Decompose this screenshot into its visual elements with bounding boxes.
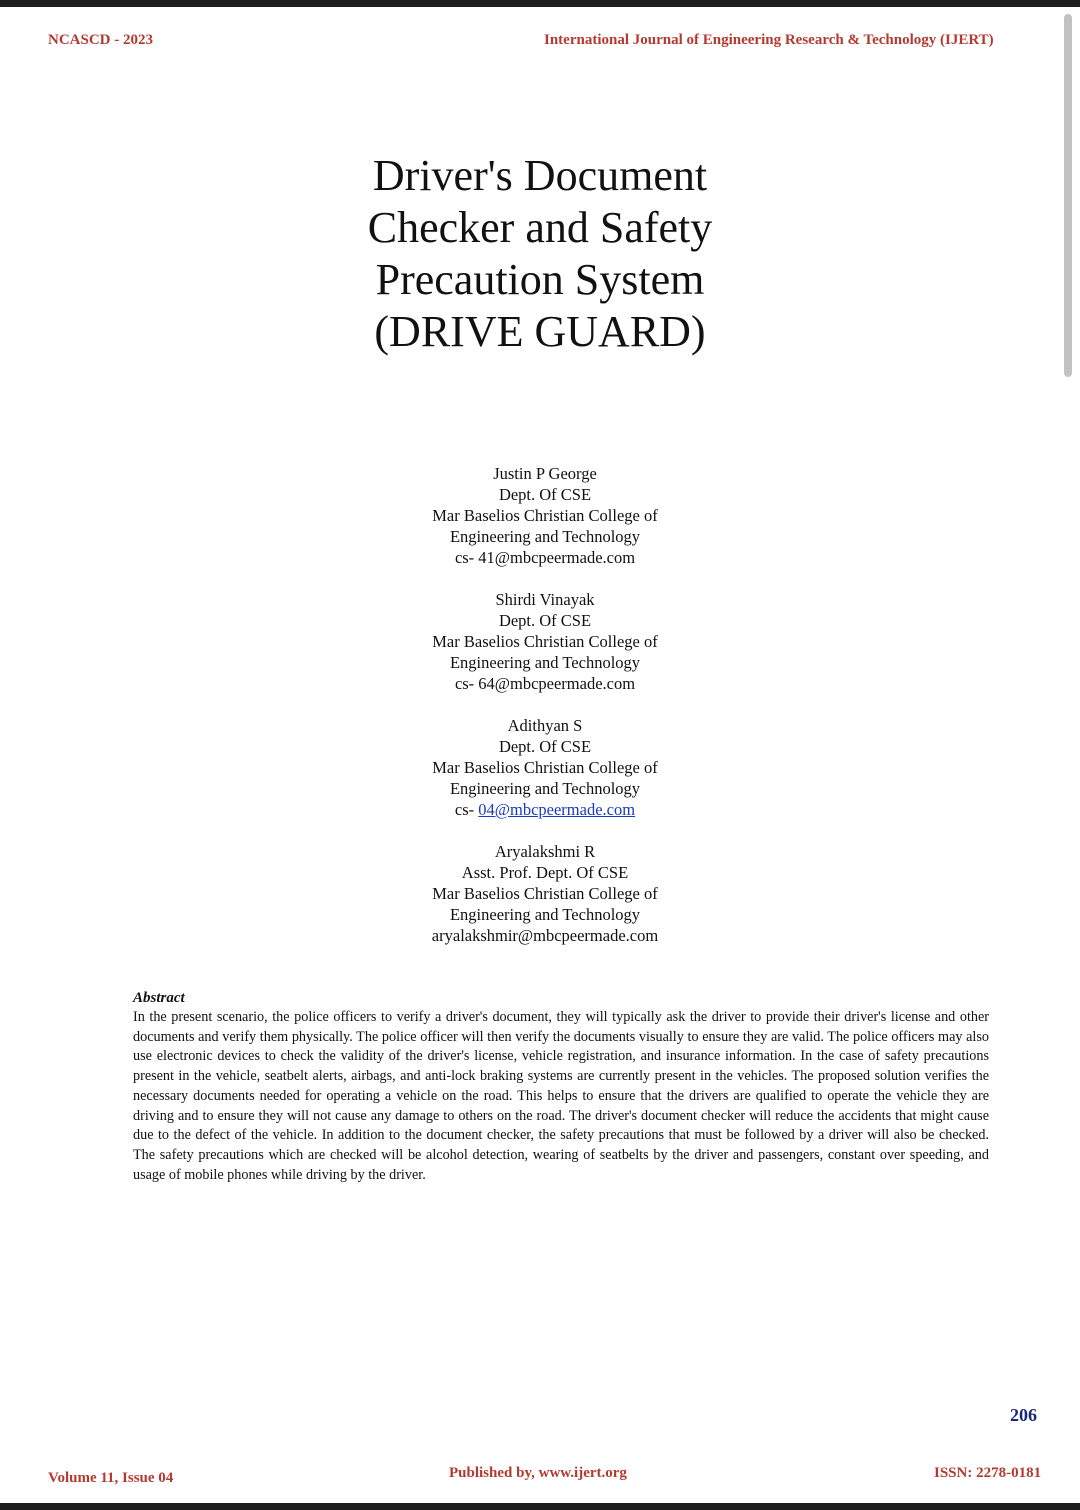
publisher-footer: Published by, www.ijert.org bbox=[449, 1465, 627, 1481]
author-institution: Mar Baselios Christian College of bbox=[432, 632, 658, 651]
author-block bbox=[370, 589, 720, 694]
author-email-link[interactable]: 04@mbcpeermade.com bbox=[478, 800, 636, 819]
author-institution: Mar Baselios Christian College of bbox=[432, 506, 658, 525]
author-institution: Engineering and Technology bbox=[449, 779, 641, 798]
journal-header: International Journal of Engineering Research & Technology (IJERT) bbox=[544, 32, 994, 48]
author-dept: Dept. Of CSE bbox=[498, 737, 592, 756]
abstract-section bbox=[133, 988, 989, 1185]
author-institution: Engineering and Technology bbox=[449, 527, 641, 546]
abstract-text: In the present scenario, the police officers to verify a driver's document, they will typically ask the driver to provide their driver's license and other documents and verify them physically. The police officer will then verify the documents visually to ensure they are valid. The police officers may also use electronic devices to check the validity of the driver's license, vehicle registration, and insurance information. In the case of safety precautions present in the vehicle, seatbelt alerts, airbags, and anti-lock braking systems are currently present in the vehicles. The proposed solution verifies the necessary documents needed for operating a vehicle on the road. This helps to ensure that the drivers are qualified to operate the vehicle they are driving and to ensure they will not cause any damage to others on the road. The driver's document checker will reduce the accidents that might cause due to the defect of the vehicle. In addition to the document checker, the safety precautions that must be followed by a driver will also be checked. The safety precautions which are checked will be alcohol detection, wearing of seatbelts by the driver and passengers, constant over speeding, and usage of mobile phones while driving by the driver. bbox=[133, 1009, 989, 1183]
author-institution: Engineering and Technology bbox=[449, 905, 641, 924]
author-list bbox=[370, 463, 720, 967]
author-institution: Engineering and Technology bbox=[449, 653, 641, 672]
paper-title bbox=[340, 150, 740, 358]
conference-header: NCASCD - 2023 bbox=[48, 32, 153, 48]
author-name: Adithyan S bbox=[507, 716, 583, 735]
author-dept: Dept. Of CSE bbox=[498, 611, 592, 630]
title-line: Driver's Document bbox=[372, 151, 708, 200]
author-email: aryalakshmir@mbcpeermade.com bbox=[431, 926, 659, 945]
title-line: Checker and Safety bbox=[367, 203, 713, 252]
author-dept: Asst. Prof. Dept. Of CSE bbox=[461, 863, 629, 882]
author-email bbox=[370, 799, 720, 820]
author-email: cs- 41@mbcpeermade.com bbox=[454, 548, 636, 567]
author-block bbox=[370, 715, 720, 820]
author-name: Shirdi Vinayak bbox=[495, 590, 595, 609]
author-block bbox=[370, 841, 720, 946]
bottom-edge-bar bbox=[0, 1503, 1080, 1510]
author-dept: Dept. Of CSE bbox=[498, 485, 592, 504]
author-institution: Mar Baselios Christian College of bbox=[432, 884, 658, 903]
scrollbar-thumb[interactable] bbox=[1064, 14, 1072, 377]
issn-footer: ISSN: 2278-0181 bbox=[934, 1465, 1042, 1481]
author-email: cs- 64@mbcpeermade.com bbox=[454, 674, 636, 693]
title-line: Precaution System bbox=[375, 255, 705, 304]
author-institution: Mar Baselios Christian College of bbox=[432, 758, 658, 777]
page-number: 206 bbox=[1010, 1405, 1037, 1425]
author-email-prefix: cs- bbox=[454, 800, 479, 819]
author-name: Justin P George bbox=[493, 464, 597, 483]
top-edge-bar bbox=[0, 0, 1080, 7]
title-line: (DRIVE GUARD) bbox=[374, 307, 706, 356]
author-name: Aryalakshmi R bbox=[494, 842, 596, 861]
author-block bbox=[370, 463, 720, 568]
abstract-heading: Abstract bbox=[133, 990, 185, 1006]
volume-footer: Volume 11, Issue 04 bbox=[48, 1470, 174, 1486]
